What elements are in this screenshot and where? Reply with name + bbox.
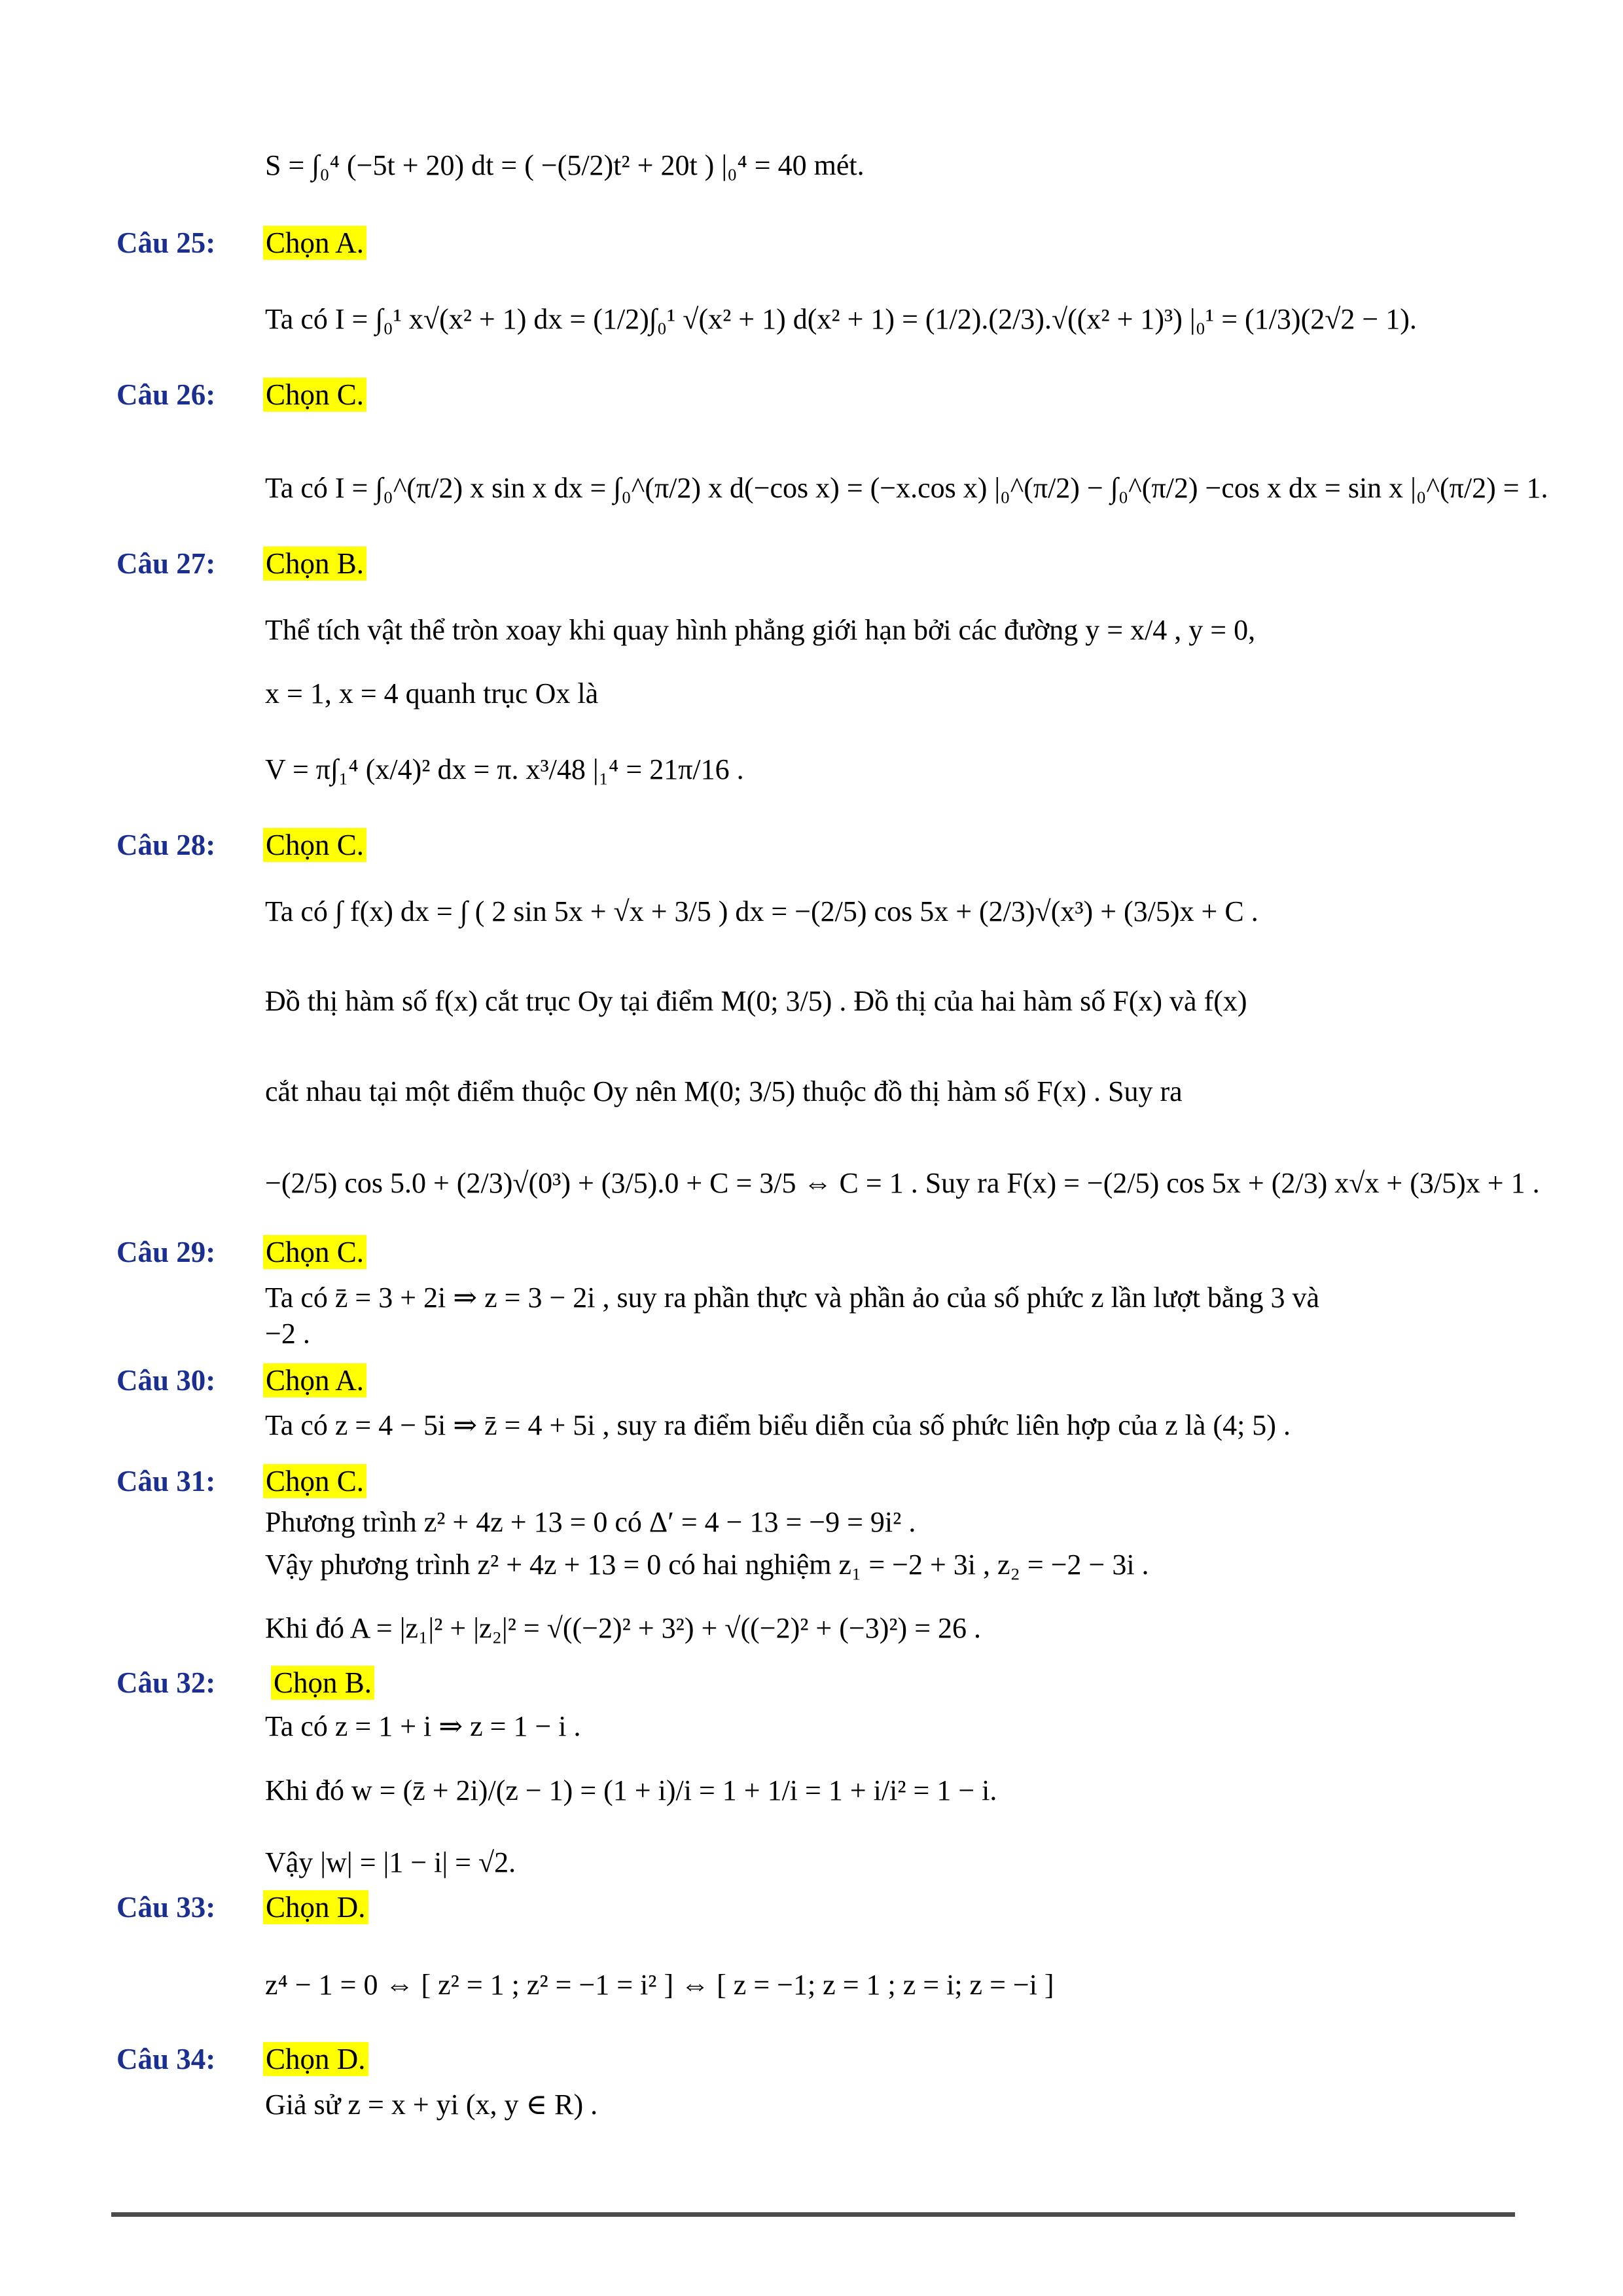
answer-choice: Chọn C. xyxy=(263,1235,366,1269)
question-number: Câu 31: xyxy=(116,1465,216,1498)
solution-line: Phương trình z² + 4z + 13 = 0 có Δ′ = 4 − 13 = −9 = 9i² . xyxy=(265,1506,916,1538)
answer-choice: Chọn A. xyxy=(263,226,366,260)
question-number: Câu 34: xyxy=(116,2043,216,2075)
solution-line: Khi đó A = |z₁|² + |z₂|² = √((−2)² + 3²) + √((−2)² + (−3)²) = 26 . xyxy=(265,1612,982,1644)
answer-choice: Chọn B. xyxy=(263,547,366,581)
solution-line: Ta có I = ∫₀^(π/2) x sin x dx = ∫₀^(π/2) x d(−cos x) = (−x.cos x) |₀^(π/2) − ∫₀^(π/2) −cos x dx = sin x |₀^(π/2) = 1. xyxy=(265,472,1548,504)
footer-divider xyxy=(111,2212,1515,2217)
solution-line: Ta có z = 1 + i ⇒ z = 1 − i . xyxy=(265,1710,581,1742)
question-number: Câu 27: xyxy=(116,547,216,580)
answer-choice: Chọn B. xyxy=(271,1666,374,1700)
solution-line: Ta có ∫ f(x) dx = ∫ ( 2 sin 5x + √x + 3/5 ) dx = −(2/5) cos 5x + (2/3)√(x³) + (3/5)x + C . xyxy=(265,895,1258,927)
question-number: Câu 30: xyxy=(116,1364,216,1397)
question-number: Câu 33: xyxy=(116,1891,216,1924)
solution-line: Vậy |w| = |1 − i| = √2. xyxy=(265,1846,516,1878)
question-number: Câu 32: xyxy=(116,1666,216,1699)
question-number: Câu 25: xyxy=(116,226,216,259)
solution-line: −(2/5) cos 5.0 + (2/3)√(0³) + (3/5).0 + C = 3/5 ⇔ C = 1 . Suy ra F(x) = −(2/5) cos 5x + (2/3) x√x + (3/5)x + 1 . xyxy=(265,1167,1540,1199)
solution-line: Ta có z = 4 − 5i ⇒ z̄ = 4 + 5i , suy ra điểm biểu diễn của số phức liên hợp của z là (4; 5) . xyxy=(265,1409,1291,1441)
answer-choice: Chọn D. xyxy=(263,1890,368,1924)
solution-line: Thể tích vật thể tròn xoay khi quay hình phẳng giới hạn bởi các đường y = x/4 , y = 0, xyxy=(265,614,1256,646)
answer-choice: Chọn C. xyxy=(263,378,366,412)
question-number: Câu 28: xyxy=(116,829,216,861)
solution-line: −2 . xyxy=(265,1318,310,1350)
question-number: Câu 26: xyxy=(116,378,216,411)
solution-line: cắt nhau tại một điểm thuộc Oy nên M(0; 3/5) thuộc đồ thị hàm số F(x) . Suy ra xyxy=(265,1075,1183,1107)
solution-line: Đồ thị hàm số f(x) cắt trục Oy tại điểm M(0; 3/5) . Đồ thị của hai hàm số F(x) và f(x) xyxy=(265,985,1247,1017)
answer-choice: Chọn D. xyxy=(263,2042,368,2076)
intro-formula: S = ∫₀⁴ (−5t + 20) dt = ( −(5/2)t² + 20t ) |₀⁴ = 40 mét. xyxy=(265,149,865,181)
answer-choice: Chọn C. xyxy=(263,1464,366,1498)
answer-choice: Chọn C. xyxy=(263,828,366,862)
solution-line: Vậy phương trình z² + 4z + 13 = 0 có hai nghiệm z₁ = −2 + 3i , z₂ = −2 − 3i . xyxy=(265,1549,1149,1581)
question-number: Câu 29: xyxy=(116,1236,216,1268)
solution-line: V = π∫₁⁴ (x/4)² dx = π. x³/48 |₁⁴ = 21π/16 . xyxy=(265,753,744,785)
solution-line: x = 1, x = 4 quanh trục Ox là xyxy=(265,677,599,709)
answer-choice: Chọn A. xyxy=(263,1363,366,1397)
solution-line: z⁴ − 1 = 0 ⇔ [ z² = 1 ; z² = −1 = i² ] ⇔ [ z = −1; z = 1 ; z = i; z = −i ] xyxy=(265,1969,1054,2001)
solution-line: Khi đó w = (z̄ + 2i)/(z − 1) = (1 + i)/i = 1 + 1/i = 1 + i/i² = 1 − i. xyxy=(265,1774,997,1806)
solution-line: Ta có I = ∫₀¹ x√(x² + 1) dx = (1/2)∫₀¹ √(x² + 1) d(x² + 1) = (1/2).(2/3).√((x² + 1)³) |₀¹ = (1/3)(2√2 − 1). xyxy=(265,303,1417,335)
solution-line: Ta có z̄ = 3 + 2i ⇒ z = 3 − 2i , suy ra phần thực và phần ảo của số phức z lần lượt bằng 3 và xyxy=(265,1282,1319,1314)
solution-line: Giả sử z = x + yi (x, y ∈ R) . xyxy=(265,2089,598,2121)
